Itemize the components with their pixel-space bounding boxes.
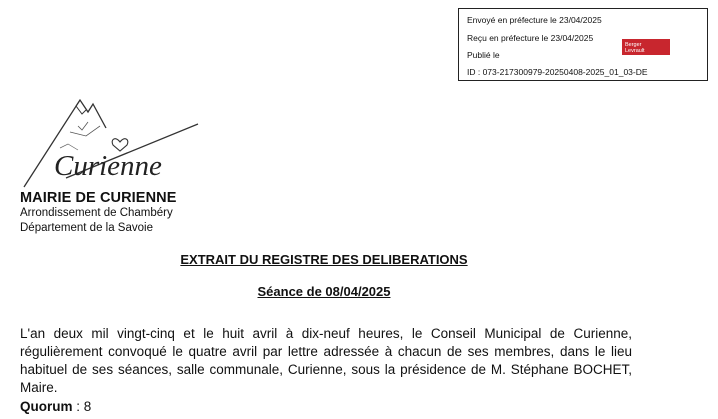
curienne-logo — [20, 92, 200, 192]
logo-wordmark: Curienne — [54, 150, 162, 182]
intro-paragraph: L'an deux mil vingt-cinq et le huit avril à dix-neuf heures, le Conseil Municipal de Curienne, régulièrement convoqué le quatre avril par lettre adressée à chacun de ses membres, dans le lieu habituel de ses séances, salle communale, Curienne, sous la présidence de M. Stéphane BOCHET, Maire. — [20, 326, 632, 395]
session-date: Séance de 08/04/2025 — [257, 284, 391, 299]
berger-levrault-logo — [622, 39, 670, 55]
prefecture-stamp — [458, 8, 708, 81]
organization-block — [20, 190, 176, 236]
quorum-line — [20, 399, 91, 414]
organization-departement: Département de la Savoie — [20, 222, 153, 234]
organization-name: MAIRIE DE CURIENNE — [20, 190, 177, 206]
stamp-received-date: Reçu en préfecture le 23/04/2025 — [467, 33, 594, 43]
stamp-id: ID : 073-217300979-20250408-2025_01_03-DE — [467, 67, 648, 77]
stamp-sent-date: Envoyé en préfecture le 23/04/2025 — [467, 15, 602, 25]
document-title: EXTRAIT DU REGISTRE DES DELIBERATIONS — [180, 252, 468, 267]
badge-text-2: Levrault — [625, 48, 645, 54]
quorum-value: : 8 — [72, 399, 92, 414]
badge-text-1: Berger — [625, 42, 642, 48]
quorum-label: Quorum — [20, 399, 73, 414]
organization-arrondissement: Arrondissement de Chambéry — [20, 207, 173, 219]
stamp-published: Publié le — [467, 50, 500, 60]
